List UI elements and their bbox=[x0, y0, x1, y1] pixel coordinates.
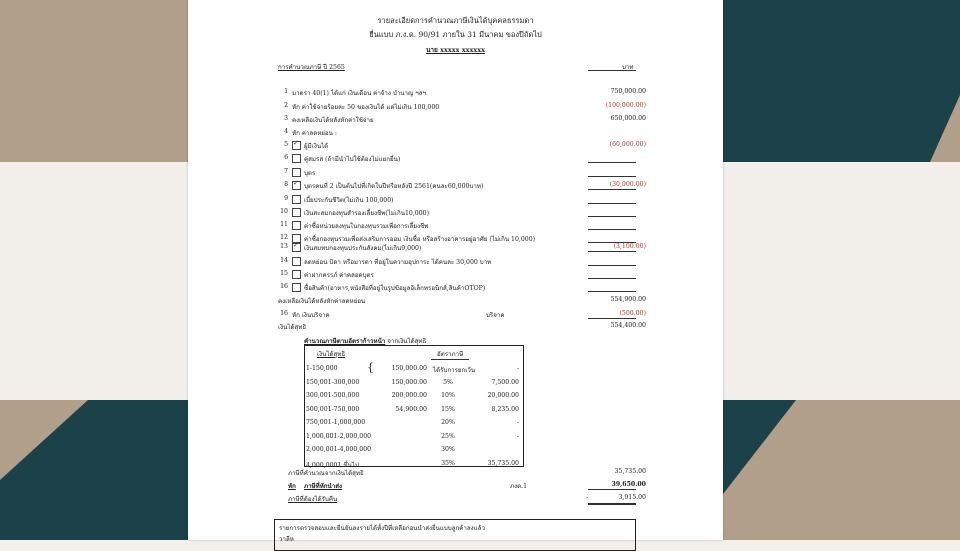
donation-label: หัก เงินบริจาค bbox=[292, 312, 330, 319]
progressive-tax-table bbox=[304, 345, 524, 467]
amount-underline bbox=[588, 162, 636, 163]
row-label: เงินสมทบกองทุนประกันสังคม(ไม่เกิน9,000) bbox=[304, 245, 422, 252]
refund-amount: 3,915.00 bbox=[618, 494, 646, 501]
after-deduction-label: คงเหลือเงินได้หลังหักค่าลดหย่อน bbox=[278, 298, 366, 305]
refund-dash: - bbox=[586, 494, 589, 501]
bracket-rate: 5% bbox=[443, 378, 453, 386]
tax-bracket-row bbox=[305, 419, 523, 429]
row-label: บุตรคนที่ 2 เป็นต้นไปที่เกิดในปีหรือหลังปี 2561(คนละ60,000บาท) bbox=[304, 183, 484, 190]
row-label: ลดหย่อน บิดา หรือมารดา ที่อยู่ในความอุปการะ ได้คนละ 30,000 บาท bbox=[304, 259, 492, 266]
doc-subtitle: ยื่นแบบ ภ.ง.ด. 90/91 ภายใน 31 มีนาคม ของปีถัดไป bbox=[369, 30, 542, 39]
refund-row bbox=[188, 494, 723, 503]
checked-checkbox[interactable] bbox=[292, 243, 301, 252]
bracket-rate: 35% bbox=[441, 459, 455, 467]
net-income-label: เงินได้สุทธิ bbox=[278, 324, 307, 331]
row-label: ซื้อสินค้า(อาหาร,หนังสือที่อยู่ในรูปข้อมูลอิเล็กทรอนิกส์,สินค้าOTOP) bbox=[304, 285, 486, 292]
deduction-row bbox=[188, 208, 723, 217]
row-number: 7 bbox=[284, 168, 288, 175]
tax-bracket-row bbox=[305, 433, 523, 443]
divider bbox=[588, 318, 636, 319]
deduction-row bbox=[188, 181, 723, 190]
donation-row bbox=[188, 310, 723, 319]
bracket-tax: 20,000.00 bbox=[487, 392, 519, 399]
amount-underline bbox=[588, 176, 636, 177]
bracket-range: 2,000,001-4,000,000 bbox=[306, 446, 372, 453]
row-number: 1 bbox=[284, 88, 288, 95]
row-number: 15 bbox=[280, 270, 288, 277]
after-deduction-row bbox=[188, 296, 723, 305]
bracket-rate: 10% bbox=[441, 392, 455, 399]
row-label: มาตรา 40(1) ได้แก่ เงินเดือน ค่าจ้าง บำนาญ ฯลฯ bbox=[292, 90, 426, 97]
tax-paid-row bbox=[188, 481, 723, 490]
deduction-row bbox=[188, 128, 723, 137]
bracket-range: 150,001-300,000 bbox=[306, 378, 360, 386]
row-number: 3 bbox=[284, 115, 288, 122]
row-amount: 650,000.00 bbox=[610, 115, 646, 122]
row-label: ผู้มีเงินได้ bbox=[304, 143, 329, 150]
row-label: ค่าซื้อหน่วยลงทุนในกองทุนรวมเพื่อการเลี้ยงชีพ bbox=[304, 223, 429, 230]
tax-table-heading-text: คำนวณภาษีตามอัตราก้าวหน้า bbox=[304, 338, 386, 345]
row-label: หัก ค่าลดหย่อน : bbox=[292, 130, 337, 137]
row-amount: (100,000.00) bbox=[605, 102, 646, 109]
tax-bracket-row bbox=[305, 392, 523, 402]
divider bbox=[588, 70, 636, 71]
deduction-row bbox=[188, 270, 723, 279]
row-number: 11 bbox=[280, 221, 288, 228]
deduction-row bbox=[188, 257, 723, 266]
checkbox[interactable] bbox=[292, 257, 301, 266]
bracket-range: 1-150,000 bbox=[306, 365, 338, 372]
deduction-row bbox=[188, 168, 723, 177]
checkbox[interactable] bbox=[292, 208, 301, 217]
row-label: เบี้ยประกันชีวิต(ไม่เกิน 100,000) bbox=[304, 197, 394, 204]
checked-checkbox[interactable] bbox=[292, 181, 301, 190]
brace-icon: { bbox=[367, 361, 374, 374]
col-header-income: เงินได้สุทธิ bbox=[317, 351, 346, 358]
amount-underline bbox=[588, 216, 636, 217]
footer-note-line1: รายการตรวจสอบและยืนยันลงรายได้ทั้งปีที่เหลือก่อนนำส่งยื่นแบบลูกค้าลงแล้ว bbox=[279, 525, 485, 532]
row-number: 12 bbox=[280, 234, 288, 241]
divider bbox=[588, 489, 636, 490]
net-income-amount: 554,400.00 bbox=[610, 322, 646, 329]
tax-paid-label: ภาษีที่หักนำส่ง bbox=[304, 483, 343, 490]
footer-note-line2: วาลีห bbox=[279, 536, 294, 543]
bracket-rate: 20% bbox=[441, 419, 455, 426]
amount-underline bbox=[588, 265, 636, 266]
deduction-row bbox=[188, 283, 723, 292]
tax-table-heading-suffix: จากเงินได้สุทธิ bbox=[387, 338, 427, 345]
bracket-range: 300,001-500,000 bbox=[306, 392, 360, 399]
bracket-tax: 35,735.00 bbox=[487, 459, 519, 467]
deduction-row bbox=[188, 195, 723, 204]
row-label: ค่าซื้อกองทุนรวมเพื่อส่งเสริมการออม เงินซื้อ หรือสร้างอาคารอยู่อาศัย (ไม่เกิน 10,000) bbox=[304, 236, 536, 243]
row-number: 10 bbox=[280, 208, 288, 215]
deduction-row bbox=[188, 234, 723, 243]
amount-underline bbox=[588, 278, 636, 279]
row-amount: (60,000.00) bbox=[609, 141, 646, 148]
taxpayer-name: นาย xxxxx xxxxxx bbox=[425, 46, 486, 54]
row-number: 6 bbox=[284, 154, 288, 161]
deduction-row bbox=[188, 243, 723, 252]
deduction-row bbox=[188, 141, 723, 150]
row-label: หัก ค่าใช้จ่ายร้อยละ 50 ของเงินได้ แต่ไม่เกิน 100,000 bbox=[292, 104, 440, 111]
tax-paid-amount: 39,650.00 bbox=[611, 481, 646, 488]
tax-bracket-row bbox=[305, 379, 523, 389]
bracket-tax: - bbox=[516, 419, 519, 426]
checked-checkbox[interactable] bbox=[292, 141, 301, 150]
tax-calculated-amount: 35,735.00 bbox=[614, 468, 646, 475]
row-amount: 750,000.00 bbox=[610, 88, 646, 95]
double-underline bbox=[588, 503, 636, 505]
bracket-rate: ได้รับการยกเว้น bbox=[433, 367, 476, 374]
checkbox[interactable] bbox=[292, 195, 301, 204]
row-label: คงเหลือเงินได้หลังหักค่าใช้จ่าย bbox=[292, 117, 374, 124]
bracket-tax: 8,235.00 bbox=[491, 405, 519, 413]
bracket-tax: - bbox=[516, 365, 519, 372]
bracket-range: 1,000,001-2,000,000 bbox=[306, 432, 372, 440]
row-label: ค่าฝากครรภ์ ค่าคลอดบุตร bbox=[304, 272, 374, 279]
row-amount: (3,100.00) bbox=[613, 243, 646, 250]
row-amount: (30,000.00) bbox=[609, 181, 646, 188]
row-label: บุตร bbox=[304, 170, 316, 177]
row-number: 2 bbox=[284, 102, 288, 109]
col-header-rate: อัตราภาษี bbox=[431, 349, 469, 360]
donation-note: บริจาค bbox=[486, 312, 505, 319]
amount-underline bbox=[588, 291, 636, 292]
tax-bracket-row bbox=[305, 406, 523, 416]
row-number: 14 bbox=[280, 257, 288, 264]
tax-calculated-row bbox=[188, 468, 723, 477]
bracket-rate: 30% bbox=[441, 446, 455, 453]
row-number: 8 bbox=[284, 181, 288, 188]
bracket-tax: - bbox=[516, 432, 519, 440]
deduction-row bbox=[188, 154, 723, 163]
bracket-rate: 25% bbox=[441, 432, 455, 440]
row-number: 13 bbox=[280, 243, 288, 250]
tax-calculated-label: ภาษีที่คำนวณจากเงินได้สุทธิ bbox=[288, 470, 364, 477]
amount-underline bbox=[588, 251, 636, 252]
bracket-rate: 15% bbox=[441, 405, 455, 413]
tax-bracket-row bbox=[305, 446, 523, 456]
deduction-row bbox=[188, 115, 723, 124]
row-number: 9 bbox=[284, 195, 288, 202]
bracket-range: 500,001-750,000 bbox=[306, 405, 360, 413]
deduction-row bbox=[188, 102, 723, 111]
deduction-row bbox=[188, 221, 723, 230]
checkbox[interactable] bbox=[292, 270, 301, 279]
bracket-taxable: 150,000.00 bbox=[391, 378, 427, 386]
amount-underline bbox=[588, 189, 636, 190]
footer-note-box bbox=[274, 519, 636, 551]
row-label: เงินสะสมกองทุนสำรองเลี้ยงชีพ(ไม่เกิน10,000) bbox=[304, 210, 430, 217]
refund-label: ภาษีที่ต้องได้รับคืน bbox=[288, 496, 338, 503]
after-deduction-amount: 554,900.00 bbox=[610, 296, 646, 303]
row-number: 5 bbox=[284, 141, 288, 148]
bracket-range: 4,000,0001 ขึ้นไป bbox=[306, 461, 359, 469]
donation-no: 16 bbox=[280, 310, 288, 317]
row-label: คู่สมรส (ถ้ามีนำไปใช้ต้องไม่แยกยื่น) bbox=[304, 156, 401, 163]
donation-amount: (500.00) bbox=[619, 310, 646, 317]
amount-underline bbox=[588, 229, 636, 230]
amount-underline bbox=[588, 203, 636, 204]
tax-paid-note: ภงด.1 bbox=[510, 483, 528, 490]
unit-label: บาท bbox=[622, 64, 634, 71]
tax-bracket-row bbox=[305, 365, 523, 375]
checkbox[interactable] bbox=[292, 154, 301, 163]
row-number: 16 bbox=[280, 283, 288, 290]
bracket-taxable: 54,900.00 bbox=[395, 405, 427, 413]
bracket-taxable: 150,000.00 bbox=[391, 365, 427, 372]
section-label: การคำนวณภาษี ปี 2565 bbox=[278, 64, 345, 71]
checkbox[interactable] bbox=[292, 168, 301, 177]
checkbox[interactable] bbox=[292, 221, 301, 230]
doc-title: รายละเอียดการคำนวณภาษีเงินได้บุคคลธรรมดา bbox=[377, 16, 534, 25]
tax-document-page bbox=[188, 0, 723, 543]
checkbox[interactable] bbox=[292, 283, 301, 292]
net-income-row bbox=[188, 322, 723, 331]
bracket-taxable: 200,000.00 bbox=[391, 392, 427, 399]
bracket-tax: 7,500.00 bbox=[491, 378, 519, 386]
deduction-row bbox=[188, 88, 723, 97]
tax-paid-prefix: หัก bbox=[288, 483, 296, 490]
bracket-range: 750,001-1,000,000 bbox=[306, 419, 366, 426]
row-number: 4 bbox=[284, 128, 288, 135]
